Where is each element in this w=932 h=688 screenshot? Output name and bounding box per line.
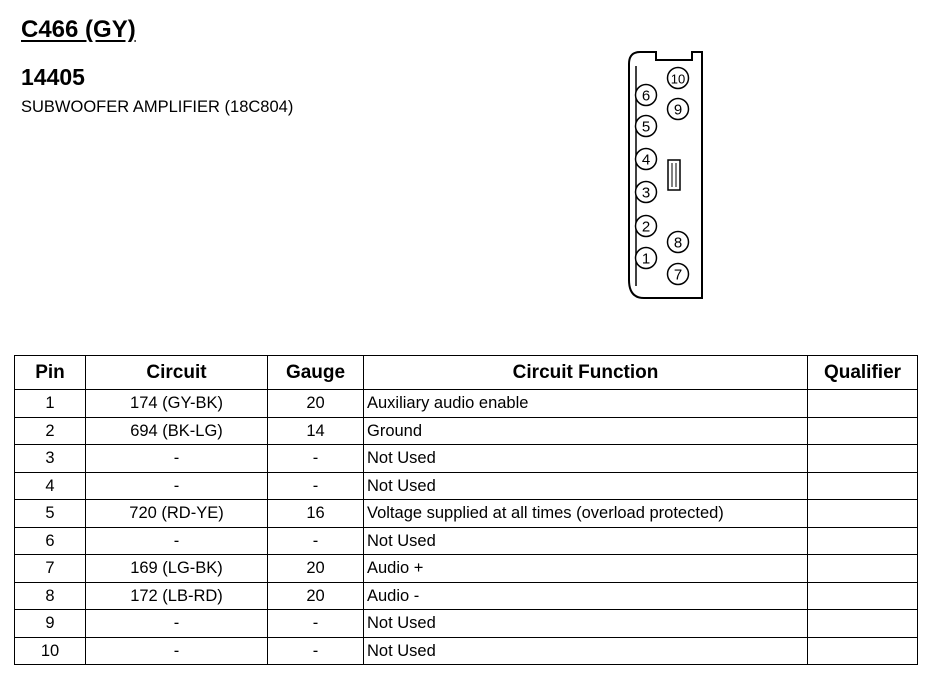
pin-cell: 5 bbox=[15, 500, 86, 528]
qualifier-cell bbox=[808, 637, 918, 665]
gauge-cell: 14 bbox=[268, 417, 364, 445]
connector-pin-8 bbox=[668, 232, 689, 253]
connector-pin-label: 4 bbox=[641, 151, 651, 169]
qualifier-cell bbox=[808, 610, 918, 638]
pin-cell: 9 bbox=[15, 610, 86, 638]
table-row bbox=[15, 637, 918, 665]
circuit-cell: 169 (LG-BK) bbox=[86, 555, 268, 583]
header-qualifier: Qualifier bbox=[808, 356, 918, 390]
pin-cell: 7 bbox=[15, 555, 86, 583]
connector-pin-label: 3 bbox=[641, 184, 651, 202]
connector-pin-label: 6 bbox=[641, 87, 651, 105]
qualifier-cell bbox=[808, 445, 918, 473]
circuit-cell: 720 (RD-YE) bbox=[86, 500, 268, 528]
qualifier-cell bbox=[808, 527, 918, 555]
gauge-cell: - bbox=[268, 610, 364, 638]
qualifier-cell bbox=[808, 417, 918, 445]
connector-pin-3 bbox=[636, 182, 657, 203]
gauge-cell: - bbox=[268, 445, 364, 473]
table-header-row bbox=[15, 356, 918, 390]
connector-latch bbox=[668, 160, 680, 190]
qualifier-cell bbox=[808, 500, 918, 528]
gauge-cell: 20 bbox=[268, 582, 364, 610]
table-row bbox=[15, 445, 918, 473]
function-cell: Audio + bbox=[364, 555, 808, 583]
circuit-cell: - bbox=[86, 637, 268, 665]
component-name: SUBWOOFER AMPLIFIER (18C804) bbox=[21, 98, 294, 116]
header-circuit-function: Circuit Function bbox=[364, 356, 808, 390]
function-cell: Ground bbox=[364, 417, 808, 445]
circuit-cell: 172 (LB-RD) bbox=[86, 582, 268, 610]
function-cell: Not Used bbox=[364, 527, 808, 555]
header-circuit: Circuit bbox=[86, 356, 268, 390]
connector-pin-label: 8 bbox=[673, 234, 683, 252]
function-cell: Not Used bbox=[364, 637, 808, 665]
function-cell: Not Used bbox=[364, 445, 808, 473]
circuit-cell: 174 (GY-BK) bbox=[86, 390, 268, 418]
pin-cell: 10 bbox=[15, 637, 86, 665]
function-cell: Auxiliary audio enable bbox=[364, 390, 808, 418]
pin-cell: 2 bbox=[15, 417, 86, 445]
function-cell: Voltage supplied at all times (overload protected) bbox=[364, 500, 808, 528]
pin-cell: 1 bbox=[15, 390, 86, 418]
function-cell: Not Used bbox=[364, 610, 808, 638]
connector-pin-label: 7 bbox=[673, 266, 683, 284]
connector-pin-label: 2 bbox=[641, 218, 651, 236]
pin-cell: 8 bbox=[15, 582, 86, 610]
gauge-cell: 20 bbox=[268, 390, 364, 418]
header-pin: Pin bbox=[15, 356, 86, 390]
circuit-cell: - bbox=[86, 445, 268, 473]
table-row bbox=[15, 527, 918, 555]
qualifier-cell bbox=[808, 555, 918, 583]
gauge-cell: - bbox=[268, 472, 364, 500]
connector-pin-label: 5 bbox=[641, 118, 651, 136]
circuit-cell: - bbox=[86, 472, 268, 500]
connector-pin-2 bbox=[636, 216, 657, 237]
qualifier-cell bbox=[808, 582, 918, 610]
header-gauge: Gauge bbox=[268, 356, 364, 390]
connector-pin-9 bbox=[668, 99, 689, 120]
gauge-cell: 20 bbox=[268, 555, 364, 583]
gauge-cell: - bbox=[268, 527, 364, 555]
table-row bbox=[15, 582, 918, 610]
connector-pin-4 bbox=[636, 149, 657, 170]
connector-pin-6 bbox=[636, 85, 657, 106]
pin-cell: 3 bbox=[15, 445, 86, 473]
function-cell: Audio - bbox=[364, 582, 808, 610]
table-row bbox=[15, 500, 918, 528]
pin-cell: 6 bbox=[15, 527, 86, 555]
table-row bbox=[15, 390, 918, 418]
connector-face-diagram bbox=[620, 48, 710, 306]
circuit-cell: - bbox=[86, 527, 268, 555]
gauge-cell: 16 bbox=[268, 500, 364, 528]
table-row bbox=[15, 555, 918, 583]
table-row bbox=[15, 610, 918, 638]
connector-pin-label: 10 bbox=[670, 71, 686, 87]
circuit-cell: 694 (BK-LG) bbox=[86, 417, 268, 445]
connector-pin-10 bbox=[668, 68, 689, 89]
table-row bbox=[15, 472, 918, 500]
qualifier-cell bbox=[808, 472, 918, 500]
gauge-cell: - bbox=[268, 637, 364, 665]
connector-pin-7 bbox=[668, 264, 689, 285]
pinout-table bbox=[14, 355, 918, 665]
part-number: 14405 bbox=[21, 64, 85, 90]
connector-id-title: C466 (GY) bbox=[21, 16, 136, 43]
connector-pin-label: 1 bbox=[641, 250, 651, 268]
connector-pin-1 bbox=[636, 248, 657, 269]
pin-cell: 4 bbox=[15, 472, 86, 500]
table-row bbox=[15, 417, 918, 445]
circuit-cell: - bbox=[86, 610, 268, 638]
qualifier-cell bbox=[808, 390, 918, 418]
connector-pin-label: 9 bbox=[673, 101, 683, 119]
function-cell: Not Used bbox=[364, 472, 808, 500]
connector-pin-5 bbox=[636, 116, 657, 137]
